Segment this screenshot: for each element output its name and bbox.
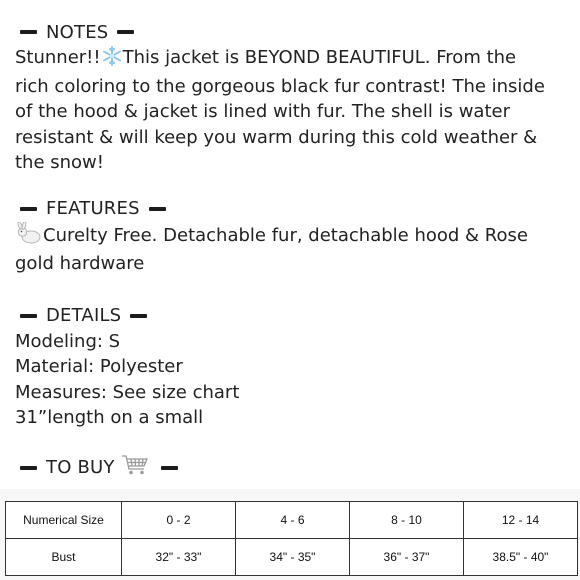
- notes-heading: [15, 19, 575, 45]
- dash-left: [20, 207, 37, 211]
- snowflake-icon: [101, 46, 123, 74]
- to-buy-heading: [15, 455, 575, 481]
- listing-description: [15, 0, 575, 481]
- to-buy-heading-text: TO BUY: [46, 457, 115, 478]
- features-text: [15, 222, 575, 277]
- dash-right: [149, 207, 166, 211]
- table-cell: 12 - 14: [464, 502, 578, 539]
- dash-right: [130, 314, 147, 318]
- table-cell: 38.5" - 40": [464, 539, 578, 576]
- notes-line: of the hood & jacket is lined with fur. The shell is water: [15, 101, 510, 122]
- features-heading-text: FEATURES: [46, 198, 140, 219]
- details-line: Measures: See size chart: [15, 381, 240, 403]
- table-cell: Numerical Size: [6, 502, 122, 539]
- features-line: [15, 222, 575, 252]
- dash-right: [161, 466, 178, 470]
- notes-line: the snow!: [15, 152, 104, 173]
- notes-line: rich coloring to the gorgeous black fur contrast! The inside: [15, 75, 545, 97]
- dash-left: [20, 30, 37, 34]
- details-line: Material: Polyester: [15, 356, 183, 377]
- details-heading-text: DETAILS: [46, 305, 122, 326]
- size-chart: [0, 489, 580, 580]
- notes-line: [15, 45, 575, 74]
- details-text: [15, 329, 575, 431]
- table-cell: 0 - 2: [122, 502, 236, 539]
- table-cell: 36" - 37": [350, 539, 464, 576]
- dash-left: [20, 466, 37, 470]
- table-row: [6, 539, 578, 576]
- table-cell: 32" - 33": [122, 539, 236, 576]
- table-cell: 34" - 35": [236, 539, 350, 576]
- notes-heading-text: NOTES: [46, 21, 109, 43]
- notes-line-start: Stunner!!: [15, 47, 101, 68]
- details-heading: [15, 303, 575, 329]
- notes-line-end: This jacket is BEYOND BEAUTIFUL. From the: [122, 47, 517, 68]
- details-line: Modeling: S: [15, 330, 121, 352]
- table-cell: 4 - 6: [236, 502, 350, 539]
- features-heading: [15, 196, 575, 222]
- table-cell: 8 - 10: [350, 502, 464, 539]
- table-row: [6, 502, 578, 539]
- notes-line: resistant & will keep you warm during this cold weather &: [15, 126, 538, 148]
- notes-text: [15, 45, 575, 176]
- rabbit-icon: [15, 222, 43, 252]
- dash-left: [20, 314, 37, 318]
- features-line: gold hardware: [15, 253, 145, 274]
- dash-right: [117, 30, 134, 34]
- features-line-text: Curelty Free. Detachable fur, detachable hood & Rose: [43, 224, 528, 246]
- size-table: [5, 501, 578, 576]
- shopping-cart-icon: [121, 454, 149, 481]
- details-line: 31”length on a small: [15, 407, 204, 428]
- table-cell: Bust: [6, 539, 122, 576]
